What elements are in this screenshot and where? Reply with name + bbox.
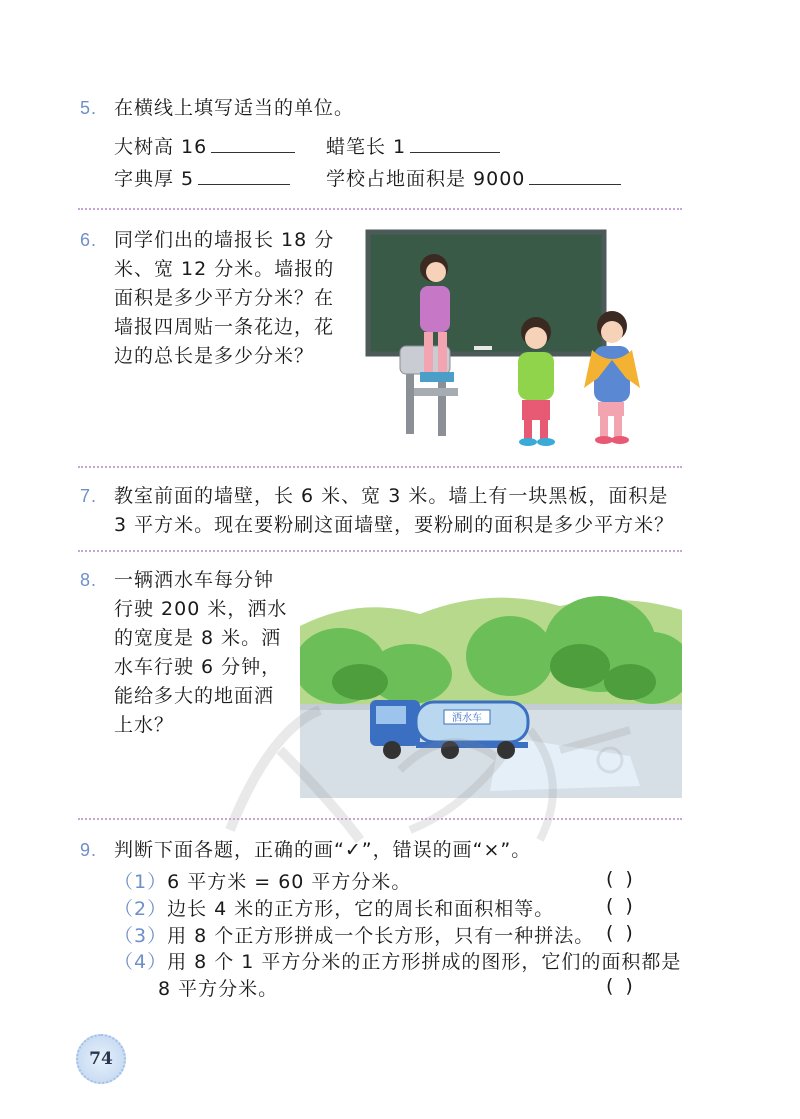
q6-line: 边的总长是多少分米？ (114, 345, 315, 367)
q5-item-2 (326, 132, 500, 162)
q6-line: 同学们出的墙报长 18 分 (114, 229, 335, 251)
section-divider (78, 466, 682, 468)
q9-item-2 (114, 895, 554, 924)
q9-item-label: （3） (114, 925, 168, 947)
q5-number: 5. (80, 98, 98, 118)
answer-parentheses[interactable]: () (606, 975, 645, 997)
q7-number: 7. (80, 486, 98, 506)
q9-item-3 (114, 922, 594, 951)
answer-parentheses[interactable]: () (606, 895, 645, 917)
q9-item-label: （4） (114, 951, 168, 973)
answer-blank[interactable] (198, 164, 290, 185)
q6-number: 6. (80, 230, 98, 250)
q5-item-4-text: 学校占地面积是 9000 (326, 168, 526, 190)
q8-line: 行驶 200 米，洒水 (114, 598, 288, 620)
q8-line: 一辆洒水车每分钟 (114, 569, 275, 591)
q5-item-1-text: 大树高 16 (114, 136, 208, 158)
q6-text (114, 226, 334, 371)
q7-line: 教室前面的墙壁，长 6 米、宽 3 米。墙上有一块黑板，面积是 (114, 485, 669, 507)
q9-number: 9. (80, 840, 98, 860)
answer-parentheses[interactable]: () (606, 922, 645, 944)
q8-line: 的宽度是 8 米。洒 (114, 627, 282, 649)
q9-item-text: 用 8 个 1 平方分米的正方形拼成的图形，它们的面积都是 (167, 951, 682, 973)
q9-stem: 判断下面各题，正确的画“✓”，错误的画“×”。 (114, 839, 532, 861)
q5-item-4 (326, 164, 621, 194)
q6-line: 米、宽 12 分米。墙报的 (114, 258, 335, 280)
q7-line: 3 平方米。现在要粉刷这面墙壁，要粉刷的面积是多少平方米？ (114, 514, 675, 536)
section-divider (78, 550, 682, 552)
q5-item-3 (114, 164, 290, 194)
q9-item-label: （2） (114, 898, 168, 920)
q8-line: 上水？ (114, 714, 175, 736)
q9-item-text: 用 8 个正方形拼成一个长方形，只有一种拼法。 (167, 925, 595, 947)
q7-text (114, 482, 674, 540)
q9-item-4 (114, 948, 681, 977)
q8-line: 能给多大的地面洒 (114, 685, 275, 707)
q9-item-text: 边长 4 米的正方形，它的周长和面积相等。 (167, 898, 555, 920)
answer-blank[interactable] (529, 164, 621, 185)
q5-item-3-text: 字典厚 5 (114, 168, 195, 190)
answer-blank[interactable] (410, 132, 500, 153)
q9-item-label: （1） (114, 871, 168, 893)
q8-number: 8. (80, 570, 98, 590)
page-number-badge (76, 1034, 126, 1084)
q8-line: 水车行驶 6 分钟， (114, 656, 282, 678)
answer-parentheses[interactable]: () (606, 868, 645, 890)
watermark-logo (210, 690, 650, 850)
truck-label: 洒水车 (452, 713, 482, 724)
q5-stem: 在横线上填写适当的单位。 (114, 97, 355, 119)
q5-item-1 (114, 132, 295, 162)
q9-item-1 (114, 868, 411, 897)
q9-item-4-continued: 8 平方分米。 (158, 978, 279, 1000)
answer-blank[interactable] (211, 132, 295, 153)
section-divider (78, 818, 682, 820)
section-divider (78, 208, 682, 210)
q5-item-2-text: 蜡笔长 1 (326, 136, 407, 158)
girls-at-chalkboard-illustration (364, 228, 664, 450)
page-number: 74 (89, 1049, 113, 1069)
q6-line: 墙报四周贴一条花边，花 (114, 316, 335, 338)
q6-line: 面积是多少平方分米？在 (114, 287, 335, 309)
q9-item-text: 6 平方米 = 60 平方分米。 (167, 871, 412, 893)
